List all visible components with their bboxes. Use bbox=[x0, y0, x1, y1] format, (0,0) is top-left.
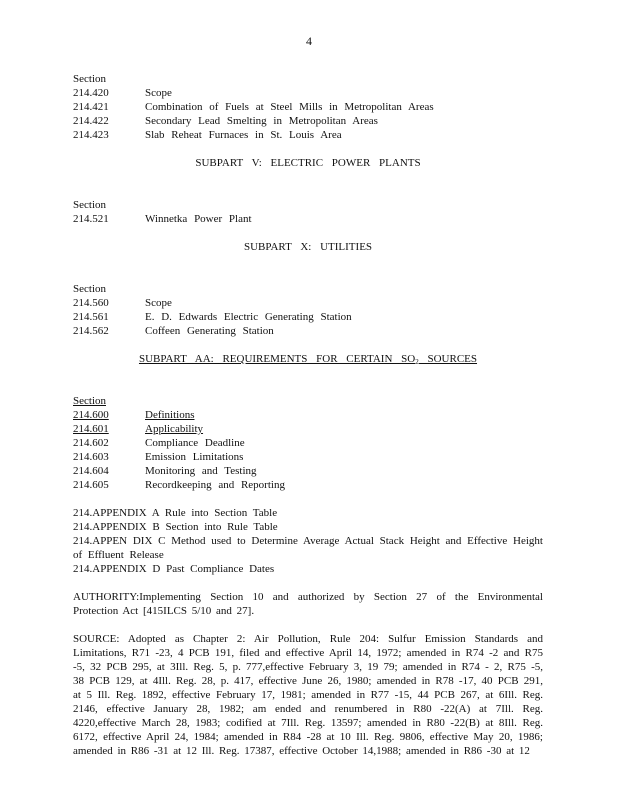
subpart-heading-aa bbox=[73, 352, 543, 366]
toc-row bbox=[73, 324, 543, 338]
section-title: E. D. Edwards Electric Generating Station bbox=[145, 311, 352, 323]
section-title: Monitoring and Testing bbox=[145, 465, 257, 477]
section-title: Recordkeeping and Reporting bbox=[145, 479, 285, 491]
subpart-aa-subscript: 2 bbox=[415, 358, 419, 366]
section-title: Coffeen Generating Station bbox=[145, 325, 274, 337]
toc-row bbox=[73, 450, 543, 464]
section-heading-label: Section bbox=[73, 283, 106, 295]
section-title: Scope bbox=[145, 297, 172, 309]
toc-row bbox=[73, 114, 543, 128]
section-number: 214.603 bbox=[73, 451, 109, 463]
section-title: Combination of Fuels at Steel Mills in Metropolitan Areas bbox=[145, 101, 434, 113]
section-title: Secondary Lead Smelting in Metropolitan Areas bbox=[145, 115, 378, 127]
appendix-list bbox=[73, 506, 543, 576]
section-number: 214.421 bbox=[73, 101, 109, 113]
page-number: 4 bbox=[306, 34, 312, 48]
table-of-contents bbox=[73, 72, 543, 758]
source-paragraph: SOURCE: Adopted as Chapter 2: Air Pollution, Rule 204: Sulfur Emission Standards and Limitations, R71 -23, 4 PCB 191, filed and effective April 14, 1972; amended in R74 -2 and R75 -5, 32 PCB 295, at 3Ill. Reg. 5, p. 777,effective February 3, 19 79; amended in R74 - 2, R75 -5, 38 PCB 129, at 4Ill. Reg. 28, p. 417, effective June 26, 1980; amended in R78 -17, 40 PCB 291, at 5 Ill. Reg. 1892, effective February 17, 1981; amended in R77 -15, 44 PCB 267, at 6Ill. Reg. 2146, effective January 28, 1982; am ended and renumbered in R80 -22(A) at 7Ill. Reg. 4220,effective March 28, 1983; codified at 7Ill. Reg. 13597; amended in R80 -22(B) at 8Ill. Reg. 6172, effective April 24, 1984; amended in R84 -28 at 10 Ill. Reg. 9806, effective May 20, 1986; amended in R86 -31 at 12 Ill. Reg. 17387, effective October 14,1988; amended in R86 -30 at 12 bbox=[73, 633, 543, 757]
subpart-aa-suffix: SOURCES bbox=[418, 353, 478, 365]
section-heading-label: Section bbox=[73, 395, 106, 407]
section-title: Compliance Deadline bbox=[145, 437, 245, 449]
section-number: 214.561 bbox=[73, 311, 109, 323]
section-heading bbox=[73, 198, 543, 212]
section-number: 214.605 bbox=[73, 479, 109, 491]
appendix-item: 214.APPEN DIX C Method used to Determine Average Actual Stack Height and Effective Height of Effluent Release bbox=[73, 535, 543, 561]
toc-row bbox=[73, 478, 543, 492]
subpart-aa-prefix: SUBPART AA: REQUIREMENTS FOR CERTAIN SO bbox=[138, 353, 416, 365]
section-number: 214.602 bbox=[73, 437, 109, 449]
section-number: 214.423 bbox=[73, 129, 109, 141]
toc-row bbox=[73, 100, 543, 114]
toc-row bbox=[73, 436, 543, 450]
section-number: 214.420 bbox=[73, 87, 109, 99]
section-title: Winnetka Power Plant bbox=[145, 213, 252, 225]
section-title: Definitions bbox=[145, 409, 195, 421]
section-number: 214.604 bbox=[73, 465, 109, 477]
toc-row bbox=[73, 408, 543, 422]
section-number: 214.521 bbox=[73, 213, 109, 225]
section-heading bbox=[73, 394, 543, 408]
toc-row bbox=[73, 422, 543, 436]
section-number: 214.562 bbox=[73, 325, 109, 337]
subpart-heading: SUBPART X: UTILITIES bbox=[243, 241, 373, 253]
section-heading-label: Section bbox=[73, 199, 106, 211]
toc-row bbox=[73, 310, 543, 324]
toc-row bbox=[73, 212, 543, 226]
section-title: Slab Reheat Furnaces in St. Louis Area bbox=[145, 129, 342, 141]
section-title: Emission Limitations bbox=[145, 451, 244, 463]
section-heading bbox=[73, 282, 543, 296]
section-number: 214.560 bbox=[73, 297, 109, 309]
appendix-item: 214.APPENDIX D Past Compliance Dates bbox=[73, 563, 275, 575]
section-number: 214.601 bbox=[73, 423, 109, 435]
section-heading-label: Section bbox=[73, 73, 106, 85]
toc-row bbox=[73, 296, 543, 310]
toc-row bbox=[73, 86, 543, 100]
toc-row bbox=[73, 464, 543, 478]
appendix-item: 214.APPENDIX B Section into Rule Table bbox=[73, 521, 278, 533]
appendix-item: 214.APPENDIX A Rule into Section Table bbox=[73, 507, 278, 519]
authority-paragraph: AUTHORITY:Implementing Section 10 and authorized by Section 27 of the Environmental Protection Act [415ILCS 5/10 and 27]. bbox=[73, 591, 543, 617]
section-heading bbox=[73, 72, 543, 86]
toc-row bbox=[73, 128, 543, 142]
subpart-aa-text bbox=[139, 353, 477, 365]
subpart-heading: SUBPART V: ELECTRIC POWER PLANTS bbox=[195, 157, 421, 169]
section-title: Scope bbox=[145, 87, 172, 99]
section-number: 214.600 bbox=[73, 409, 109, 421]
section-title: Applicability bbox=[145, 423, 204, 435]
section-number: 214.422 bbox=[73, 115, 109, 127]
